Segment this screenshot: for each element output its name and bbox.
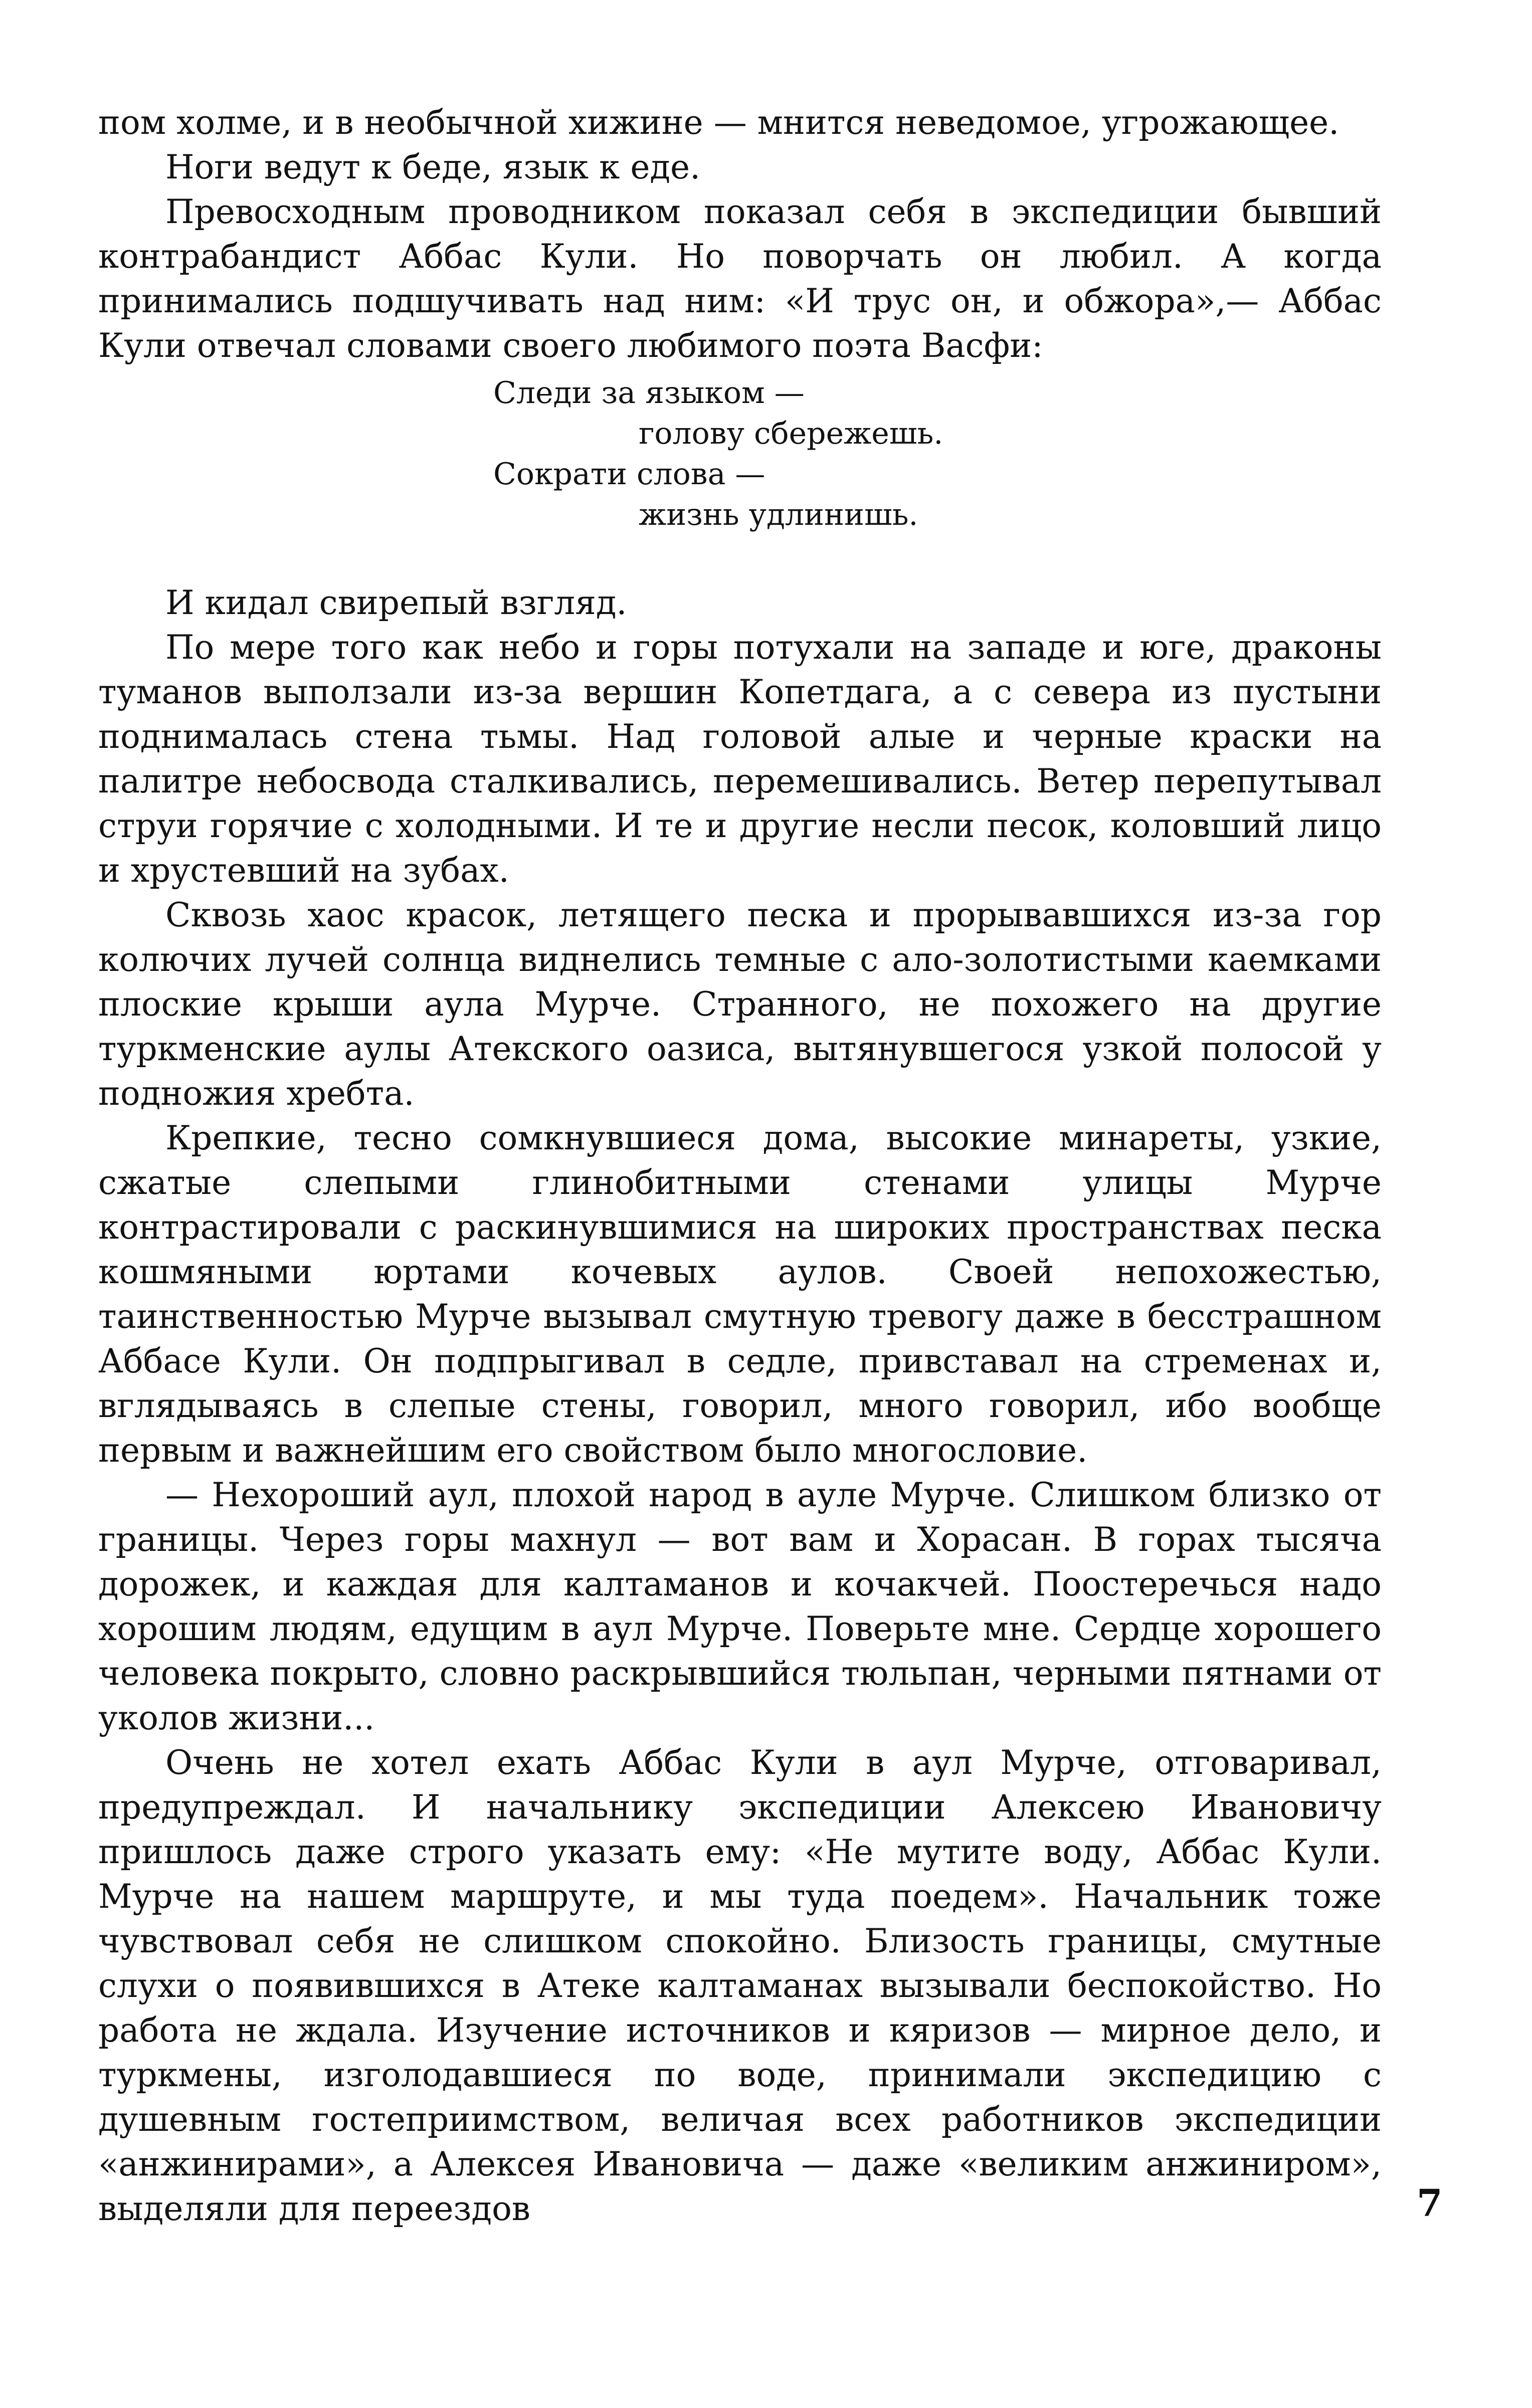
paragraph: По мере того как небо и горы потухали на западе и юге, драконы туманов выползали из-за вершин Копетдага, а с севера из пустыни поднималась стена тьмы. Над головой алые и черные краски на палитре небосвода сталкивались, перемешивались. Ветер перепутывал струи горячие с холодными. И те и другие несли песок, коловший лицо и хрустевший на зубах. <box>98 628 1382 890</box>
verse-line: Следи за языком — <box>493 375 805 411</box>
paragraph: Сквозь хаос красок, летящего песка и прорывавшихся из-за гор колючих лучей солнца виднелись темные с ало-золотистыми каемками плоские крыши аула Мурче. Странного, не похожего на другие туркменские аулы Атекского оазиса, вытянувшегося узкой полосой у подножия хребта. <box>98 896 1382 1113</box>
page-number: 7 <box>1417 2182 1443 2225</box>
paragraph: Крепкие, тесно сомкнувшиеся дома, высокие минареты, узкие, сжатые слепыми глинобитными стенами улицы Мурче контрастировали с раскинувшимися на широких пространствах песка кошмяными юртами кочевых аулов. Своей непохожестью, таинственностью Мурче вызывал смутную тревогу даже в бесстрашном Аббасе Кули. Он подпрыгивал в седле, привставал на стременах и, вглядываясь в слепые стены, говорил, много говорил, ибо вообще первым и важнейшим его свойством было многословие. <box>98 1119 1382 1470</box>
verse-line: голову сбережешь. <box>639 416 943 451</box>
page-body <box>98 100 1382 2336</box>
paragraph: Очень не хотел ехать Аббас Кули в аул Мурче, отговаривал, предупреждал. И начальнику экспедиции Алексею Ивановичу пришлось даже строго указать ему: «Не мутите воду, Аббас Кули. Мурче на нашем маршруте, и мы туда поедем». Начальник тоже чувствовал себя не слишком спокойно. Близость границы, смутные слухи о появившихся в Атеке калтаманах вызывали беспокойство. Но работа не ждала. Изучение источников и кяризов — мирное дело, и туркмены, изголодавшиеся по воде, принимали экспедицию с душевным гостеприимством, величая всех работников экспедиции «анжинирами», а Алексея Ивановича — даже «великим анжиниром», выделяли для переездов <box>98 1743 1382 2228</box>
paragraph-dialogue: — Нехороший аул, плохой народ в ауле Мурче. Слишком близко от границы. Через горы махнул — вот вам и Хорасан. В горах тысяча дорожек, и каждая для калтаманов и кочакчей. Поостеречься надо хорошим людям, едущим в аул Мурче. Поверьте мне. Сердце хорошего человека покрыто, словно раскрывшийся тюльпан, черными пятнами от уколов жизни... <box>98 1476 1382 1737</box>
paragraph-continued: пом холме, и в необычной хижине — мнится неведомое, угрожающее. <box>98 103 1339 142</box>
verse-quote <box>493 373 1382 535</box>
verse-line: жизнь удлинишь. <box>639 497 918 532</box>
verse-line: Сократи слова — <box>493 457 765 492</box>
paragraph: И кидал свирепый взгляд. <box>165 583 627 622</box>
paragraph: Превосходным проводником показал себя в экспедиции бывший контрабандист Аббас Кули. Но поворчать он любил. А когда принимались подшучивать над ним: «И трус он, и обжора»,— Аббас Кули отвечал словами своего любимого поэта Васфи: <box>98 192 1382 365</box>
paragraph-proverb: Ноги ведут к беде, язык к еде. <box>165 148 701 186</box>
